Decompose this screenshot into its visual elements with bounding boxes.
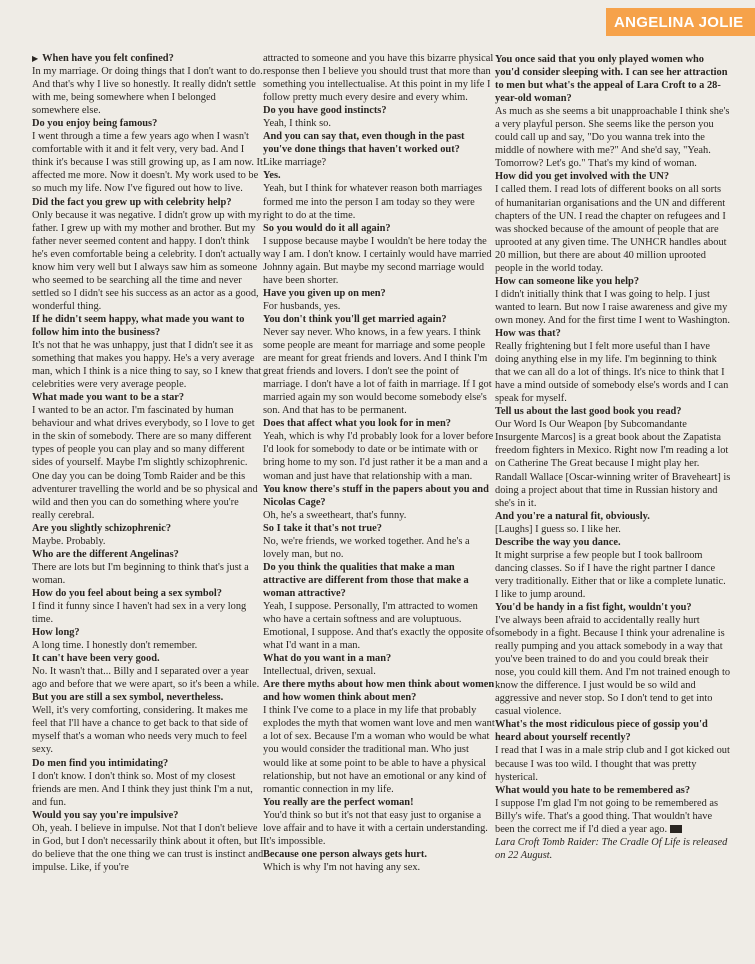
answer: Well, it's very comforting, considering. It makes me feel that I'll have a chance to get back to that side of myself that's a woman who needs very much to feel sexy. (32, 705, 248, 756)
answer: I went through a time a few years ago when I wasn't comfortable with it and it felt very, very bad. And I think it's because I was still growing up, as I am now. It affected me more. Now it doesn't. My work used to be so much my life. Now I've figured out how to live. (32, 131, 263, 195)
answer: Intellectual, driven, sexual. (263, 666, 376, 678)
text-column-2 (263, 52, 495, 874)
answer: attracted to someone and you have this bizarre physical response then I believe you should trust that more than something you intellectualise. At this point in my life I follow pretty much every desire and every whim. (263, 53, 494, 104)
answer: I've always been afraid to accidentally really hurt somebody in a fight. Because I think your adrenaline is really pumping and you attack somebody in a way that you've been trained to do and you could break their nose, you could kill them. And I'm not trained enough to know the difference. I just would be so wild and aggressive and never stop. So I don't tend to get into casual violence. (495, 615, 731, 718)
answer: It's not that he was unhappy, just that I didn't see it as something that makes you happy. He's a very average man, which I think is a nice thing to say, so I knew that celebrities were very average people. (32, 340, 262, 391)
answer: Which is why I'm not having any sex. (263, 861, 421, 873)
answer: You'd think so but it's not that easy just to organise a love affair and to have it with a certain understanding. It's impossible. (263, 809, 488, 847)
question: So I take it that's not true? (263, 522, 382, 534)
question-row (32, 52, 264, 65)
answer: Never say never. Who knows, in a few years. I think some people are meant for marriage and some people are meant for great friends and lovers. And I think I'm great friends and lovers. I don't see the point of marriage. I don't have a lot of faith in marriage. If I got married again my son would become somebody else's son. And that has to be permanent. (263, 326, 492, 417)
answer: I read that I was in a male strip club and I got kicked out because I was too wild. I thought that was pretty hysterical. (495, 745, 730, 783)
question-text: When have you felt confined? (42, 53, 174, 64)
answer: As much as she seems a bit unapproachable I think she's a very playful person. She seems like the person you could call up and say, "Do you wanna trek into the middle of nowhere with me?" And she'd say, "Yeah. Tomorrow? Let's go." That's my kind of woman. (495, 106, 730, 170)
answer: Only because it was negative. I didn't grow up with my father. I grew up with my mother and brother. But my father never seemed content and happy. I don't think he's even comfortable being a celebrity. I don't actually know him very well but I always saw him as someone who seemed to be searching all the time and never settled so I didn't see his success as an actor as a good, wonderful thing. (32, 209, 262, 312)
answer: Yeah, I think so. (263, 118, 331, 130)
answer: Yeah, which is why I'd probably look for a lover before I'd look for somebody to date or be intimate with or bring home to my son. I'd just rather it be a man and a woman and just have that relationship with a man. (263, 431, 494, 482)
question: Yes. (263, 170, 281, 182)
answer: I don't know. I don't think so. Most of my closest friends are men. And I think they just think I'm a nut, and fun. (32, 770, 253, 808)
question: What's the most ridiculous piece of gossip you'd heard about yourself recently? (495, 719, 708, 744)
end-mark-icon (670, 825, 682, 833)
question: How do you feel about being a sex symbol? (32, 587, 222, 599)
answer: No. It wasn't that... Billy and I separated over a year ago and before that we were apart, so it's been a while. (32, 666, 260, 691)
question: Tell us about the last good book you read? (495, 406, 682, 418)
question: If he didn't seem happy, what made you want to follow him into the business? (32, 313, 245, 338)
answer: I suppose I'm glad I'm not going to be remembered as Billy's wife. That's a good thing. That wouldn't have been the correct me if I'd died a year ago. (495, 797, 719, 835)
answer: Like marriage? (263, 157, 327, 169)
answer: I called them. I read lots of different books on all sorts of humanitarian organisations and the UN and different chapters of the UN. I read the chapter on refugees and I was shocked because of the amount of people that are uprooted at any given time. The UNHCR handles about 20 million, but there are about 40 million uprooted people in the world today. (495, 184, 727, 274)
answer: Yeah, I suppose. Personally, I'm attracted to women who have a certain softness and are voluptuous. Emotional, I suppose. And that's exactly the opposite of what I'd want in a man. (263, 600, 495, 652)
question: Does that affect what you look for in men? (263, 418, 451, 430)
question: How can someone like you help? (495, 275, 640, 287)
question: And you can say that, even though in the past you've done things that haven't worked out? (263, 131, 465, 156)
answer: Oh, yeah. I believe in impulse. Not that I don't believe in God, but I don't necessarily think about it often, but I do believe that the one thing we can trust is instinct and impulse. Like, if you're (32, 822, 264, 873)
question: Because one person always gets hurt. (263, 848, 427, 860)
question: You once said that you only played women who you'd consider sleeping with. I can see her attraction to men but what's the appeal of Lara Croft to a 28-year-old woman? (495, 54, 728, 105)
question: How long? (32, 627, 80, 639)
question: It can't have been very good. (32, 653, 160, 665)
question: What would you hate to be remembered as? (495, 784, 691, 796)
triangle-marker-icon: ▶ (32, 54, 39, 63)
question: Are there myths about how men think about women and how women think about men? (263, 679, 495, 704)
question: Did the fact you grew up with celebrity help? (32, 196, 232, 208)
text-column-1 (32, 52, 264, 874)
question: You don't think you'll get married again? (263, 313, 447, 325)
answer: Our Word Is Our Weapon [by Subcomandante Insurgente Marcos] is a great book about the Zapatista freedom fighters in Mexico. Right now I'm reading a lot on Catherine The Great because I might play her. Randall Wallace [Oscar-winning writer of Braveheart] is doing a project about that time in Russian history and she's in it. (495, 419, 731, 509)
answer: For husbands, yes. (263, 300, 341, 312)
question: Would you say you're impulsive? (32, 809, 179, 821)
answer: I think I've come to a place in my life that probably explodes the myth that women want love and men want a lot of sex. Because I'm a woman who would be what you would consider the traditional man. Who just would like at some point to be able to have a physical relationship, but not have an emotional or any kind of romantic connection in my life. (263, 705, 495, 795)
question: You really are the perfect woman! (263, 796, 414, 808)
answer: Oh, he's a sweetheart, that's funny. (263, 509, 407, 521)
answer: A long time. I honestly don't remember. (32, 640, 198, 652)
question: Do you enjoy being famous? (32, 118, 158, 130)
answer: I wanted to be an actor. I'm fascinated by human behaviour and what drives everybody, so I love to get in the skin of somebody. There are so many different types of people you can play and so many different sides of yourself. Maybe I'm slightly schizophrenic. One day you can be doing Tomb Raider and be this adventurer travelling the world and be so physical and wild and then you can do something where you're really cerebral. (32, 405, 258, 521)
question: But you are still a sex symbol, nevertheless. (32, 692, 224, 704)
answer: There are lots but I'm beginning to think that's just a woman. (32, 561, 249, 586)
question: Have you given up on men? (263, 287, 386, 299)
question: Who are the different Angelinas? (32, 548, 179, 560)
question: What made you want to be a star? (32, 392, 185, 404)
answer: It might surprise a few people but I took ballroom dancing classes. So if I have the right partner I dance very traditionally. Either that or like a complete lunatic. I like to jump around. (495, 549, 726, 600)
question: So you would do it all again? (263, 222, 391, 234)
question: You'd be handy in a fist fight, wouldn't you? (495, 601, 692, 613)
question: Are you slightly schizophrenic? (32, 522, 172, 534)
question: You know there's stuff in the papers about you and Nicolas Cage? (263, 483, 489, 508)
answer: Yeah, but I think for whatever reason both marriages formed me into the person I am today so they were right to do at the time. (263, 183, 483, 221)
question: What do you want in a man? (263, 653, 392, 665)
question: How did you get involved with the UN? (495, 171, 670, 183)
answer: I didn't initially think that I was going to help. I just wanted to learn. But now I raise awareness and give my own money. And for the first time I went to Washington. (495, 288, 730, 326)
question: How was that? (495, 327, 561, 339)
answer: I find it funny since I haven't had sex in a very long time. (32, 600, 247, 626)
answer: No, we're friends, we worked together. And he's a lovely man, but no. (263, 535, 470, 560)
release-credit: Lara Croft Tomb Raider: The Cradle Of Life is released on 22 August. (495, 836, 728, 861)
question: Describe the way you dance. (495, 536, 621, 548)
question: Do men find you intimidating? (32, 757, 169, 769)
text-column-3 (495, 53, 731, 862)
question: Do you have good instincts? (263, 105, 387, 117)
answer: I suppose because maybe I wouldn't be here today the way I am. I don't know. I certainly would have married Johnny again. But maybe my second marriage would have been shorter. (263, 235, 492, 286)
answer: [Laughs] I guess so. I like her. (495, 523, 621, 535)
answer: Maybe. Probably. (32, 535, 106, 547)
question: And you're a natural fit, obviously. (495, 510, 650, 522)
section-tab: ANGELINA JOLIE (606, 8, 755, 36)
answer: Really frightening but I felt more useful than I have doing anything else in my life. I'm beginning to think that we can all do a lot of things. It's nice to think that I have a mind outside of somebody else's words and I can speak for myself. (495, 341, 729, 405)
answer: In my marriage. Or doing things that I don't want to do. And that's why I live so honestly. It really didn't settle with me, being somewhere when I belonged somewhere else. (32, 66, 263, 117)
question: Do you think the qualities that make a man attractive are different from those that make a woman attractive? (263, 561, 469, 599)
